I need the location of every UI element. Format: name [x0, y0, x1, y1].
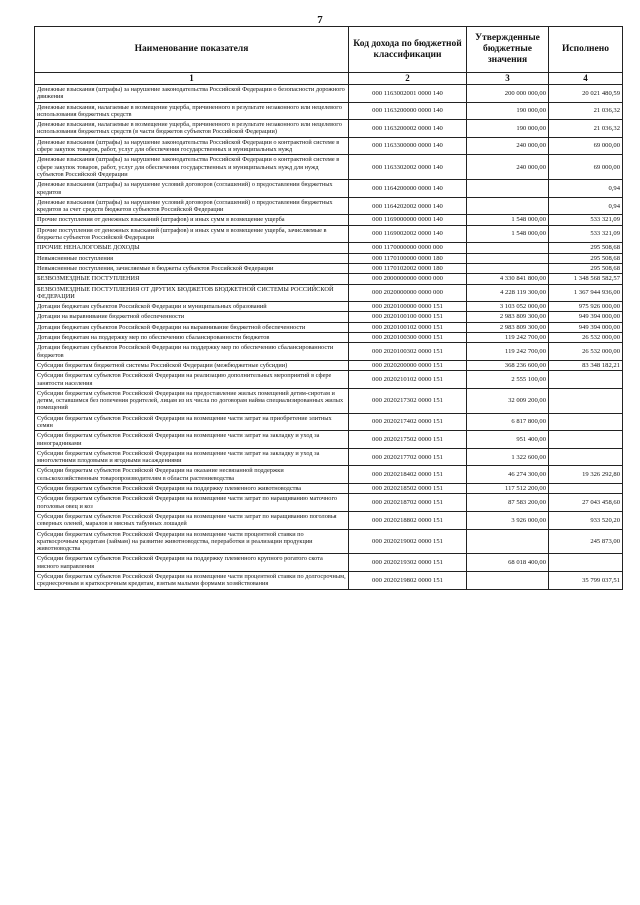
row-code-cell: 000 2020100300 0000 151	[349, 333, 467, 343]
row-executed-cell: 975 926 000,00	[549, 302, 623, 312]
row-name-cell: Дотации бюджетам субъектов Российской Федерации на поддержку мер по обеспечению сбалансированности бюджетов	[35, 343, 349, 361]
table-row	[35, 137, 623, 155]
row-code-cell: 000 1164202002 0000 140	[349, 197, 467, 215]
row-approved-cell: 200 000 000,00	[467, 85, 549, 103]
row-code-cell: 000 1169002002 0000 140	[349, 225, 467, 243]
row-name-cell: Субсидии бюджетам субъектов Российской Федерации на возмещение части затрат по наращиванию маточного поголовья овец и коз	[35, 494, 349, 512]
table-row	[35, 225, 623, 243]
row-approved-cell: 1 322 600,00	[467, 448, 549, 466]
table-row	[35, 102, 623, 120]
row-executed-cell: 27 043 458,60	[549, 494, 623, 512]
table-row	[35, 494, 623, 512]
table-row	[35, 572, 623, 590]
row-code-cell: 000 1163002001 0000 140	[349, 85, 467, 103]
row-name-cell: Дотации на выравнивание бюджетной обеспеченности	[35, 312, 349, 322]
row-executed-cell: 949 394 000,00	[549, 322, 623, 332]
row-code-cell: 000 2020218802 0000 151	[349, 511, 467, 529]
row-approved-cell: 68 018 400,00	[467, 554, 549, 572]
table-row	[35, 284, 623, 302]
row-code-cell: 000 1170000000 0000 000	[349, 243, 467, 253]
row-approved-cell: 4 330 841 800,00	[467, 274, 549, 284]
row-approved-cell: 1 548 000,00	[467, 225, 549, 243]
row-code-cell: 000 2020100000 0000 151	[349, 302, 467, 312]
row-approved-cell: 2 555 100,00	[467, 371, 549, 389]
table-row	[35, 388, 623, 413]
row-approved-cell: 240 000,00	[467, 137, 549, 155]
row-code-cell: 000 2020100302 0000 151	[349, 343, 467, 361]
row-approved-cell: 2 983 809 300,00	[467, 322, 549, 332]
row-approved-cell: 1 548 000,00	[467, 215, 549, 225]
row-approved-cell	[467, 180, 549, 198]
row-executed-cell: 20 021 480,59	[549, 85, 623, 103]
header-executed: Исполнено	[549, 27, 623, 73]
table-row	[35, 274, 623, 284]
row-executed-cell: 533 321,09	[549, 225, 623, 243]
budget-revenue-table	[34, 26, 623, 590]
row-approved-cell: 6 817 800,00	[467, 413, 549, 431]
row-approved-cell	[467, 243, 549, 253]
row-approved-cell: 46 274 300,00	[467, 466, 549, 484]
row-name-cell: Денежные взыскания, налагаемые в возмещение ущерба, причиненного в результате незаконного или нецелевого использования бюджетных средств	[35, 102, 349, 120]
row-code-cell: 000 2020000000 0000 000	[349, 284, 467, 302]
row-approved-cell: 951 400,00	[467, 431, 549, 449]
row-code-cell: 000 2020217402 0000 151	[349, 413, 467, 431]
row-name-cell: Невыясненные поступления	[35, 253, 349, 263]
row-name-cell: Субсидии бюджетам субъектов Российской Федерации на реализацию дополнительных мероприятий в сфере занятости населения	[35, 371, 349, 389]
row-approved-cell: 190 000,00	[467, 120, 549, 138]
row-executed-cell: 26 532 000,00	[549, 333, 623, 343]
row-code-cell: 000 2020210102 0000 151	[349, 371, 467, 389]
row-executed-cell: 83 348 182,21	[549, 360, 623, 370]
table-row	[35, 85, 623, 103]
row-name-cell: ПРОЧИЕ НЕНАЛОГОВЫЕ ДОХОДЫ	[35, 243, 349, 253]
row-name-cell: Денежные взыскания (штрафы) за нарушение условий договоров (соглашений) о предоставлении бюджетных кредитов	[35, 180, 349, 198]
table-row	[35, 215, 623, 225]
row-code-cell: 000 2020219302 0000 151	[349, 554, 467, 572]
row-executed-cell: 949 394 000,00	[549, 312, 623, 322]
row-approved-cell	[467, 197, 549, 215]
row-name-cell: Субсидии бюджетам субъектов Российской Федерации на возмещение части затрат на закладку и уход за многолетними плодовыми и ягодными насаждениями	[35, 448, 349, 466]
row-executed-cell: 295 508,68	[549, 253, 623, 263]
row-approved-cell: 368 236 600,00	[467, 360, 549, 370]
row-executed-cell	[549, 388, 623, 413]
row-code-cell: 000 1169000000 0000 140	[349, 215, 467, 225]
row-approved-cell: 3 926 000,00	[467, 511, 549, 529]
row-code-cell: 000 1163200000 0000 140	[349, 102, 467, 120]
table-row	[35, 554, 623, 572]
row-executed-cell: 1 367 944 936,00	[549, 284, 623, 302]
row-approved-cell: 32 009 200,00	[467, 388, 549, 413]
table-row	[35, 322, 623, 332]
row-executed-cell	[549, 431, 623, 449]
table-row	[35, 155, 623, 180]
row-executed-cell: 0,94	[549, 180, 623, 198]
row-approved-cell: 87 583 200,00	[467, 494, 549, 512]
row-name-cell: Денежные взыскания (штрафы) за нарушение законодательства Российской Федерации о безопасности дорожного движения	[35, 85, 349, 103]
row-code-cell: 000 2020100102 0000 151	[349, 322, 467, 332]
column-number: 4	[549, 73, 623, 85]
table-row	[35, 448, 623, 466]
row-code-cell: 000 1163200002 0000 140	[349, 120, 467, 138]
row-executed-cell: 0,94	[549, 197, 623, 215]
row-approved-cell	[467, 529, 549, 554]
row-executed-cell: 295 508,68	[549, 243, 623, 253]
row-code-cell: 000 2020219802 0000 151	[349, 572, 467, 590]
row-name-cell: Денежные взыскания, налагаемые в возмещение ущерба, причиненного в результате незаконного или нецелевого использования бюджетных средств (в части бюджетов субъектов Российской Федерации)	[35, 120, 349, 138]
header-code: Код дохода по бюджетной классификации	[349, 27, 467, 73]
row-executed-cell	[549, 554, 623, 572]
row-approved-cell: 240 000,00	[467, 155, 549, 180]
column-number: 3	[467, 73, 549, 85]
table-row	[35, 466, 623, 484]
row-executed-cell: 21 036,32	[549, 120, 623, 138]
row-code-cell: 000 1163300000 0000 140	[349, 137, 467, 155]
page-number: 7	[317, 14, 323, 26]
table-row	[35, 529, 623, 554]
table-row	[35, 243, 623, 253]
row-code-cell: 000 2020217702 0000 151	[349, 448, 467, 466]
table-row	[35, 302, 623, 312]
row-executed-cell	[549, 484, 623, 494]
row-executed-cell	[549, 371, 623, 389]
table-row	[35, 431, 623, 449]
row-code-cell: 000 2020217302 0000 151	[349, 388, 467, 413]
row-code-cell: 000 2020219002 0000 151	[349, 529, 467, 554]
table-row	[35, 120, 623, 138]
row-executed-cell: 245 873,00	[549, 529, 623, 554]
row-name-cell: Денежные взыскания (штрафы) за нарушение условий договоров (соглашений) о предоставлении бюджетных кредитов за счет средств бюджетов субъектов Российской Федерации	[35, 197, 349, 215]
row-code-cell: 000 1170100000 0000 180	[349, 253, 467, 263]
row-executed-cell: 69 000,00	[549, 155, 623, 180]
row-name-cell: Денежные взыскания (штрафы) за нарушение законодательства Российской Федерации о контрактной системе в сфере закупок товаров, работ, услуг для обеспечения государственных и муниципальных нужд для нужд субъектов Российской Федерации	[35, 155, 349, 180]
row-name-cell: БЕЗВОЗМЕЗДНЫЕ ПОСТУПЛЕНИЯ ОТ ДРУГИХ БЮДЖЕТОВ БЮДЖЕТНОЙ СИСТЕМЫ РОССИЙСКОЙ ФЕДЕРАЦИИ	[35, 284, 349, 302]
row-executed-cell: 933 520,20	[549, 511, 623, 529]
row-approved-cell	[467, 263, 549, 273]
row-name-cell: Прочие поступления от денежных взысканий (штрафов) и иных сумм в возмещение ущерба, зачисляемые в бюджеты субъектов Российской Федерации	[35, 225, 349, 243]
table-body	[35, 85, 623, 590]
column-number-row	[35, 73, 623, 85]
row-approved-cell: 117 512 200,00	[467, 484, 549, 494]
table-row	[35, 360, 623, 370]
row-code-cell: 000 1170102002 0000 180	[349, 263, 467, 273]
row-executed-cell: 26 532 000,00	[549, 343, 623, 361]
row-approved-cell	[467, 572, 549, 590]
table-row	[35, 263, 623, 273]
row-approved-cell: 119 242 700,00	[467, 333, 549, 343]
column-number: 1	[35, 73, 349, 85]
table-row	[35, 371, 623, 389]
row-name-cell: Денежные взыскания (штрафы) за нарушение законодательства Российской Федерации о контрактной системе в сфере закупок товаров, работ, услуг для обеспечения государственных и муниципальных нужд	[35, 137, 349, 155]
row-executed-cell	[549, 413, 623, 431]
table-row	[35, 511, 623, 529]
row-approved-cell	[467, 253, 549, 263]
column-number: 2	[349, 73, 467, 85]
row-name-cell: Субсидии бюджетам субъектов Российской Федерации на предоставление жилых помещений детям-сиротам и детям, оставшимся без попечения родителей, лицам из их числа по договорам найма специализированных жилых помещений	[35, 388, 349, 413]
table-row	[35, 253, 623, 263]
row-executed-cell: 35 799 037,51	[549, 572, 623, 590]
row-name-cell: Дотации бюджетам субъектов Российской Федерации и муниципальных образований	[35, 302, 349, 312]
row-code-cell: 000 2020200000 0000 151	[349, 360, 467, 370]
row-name-cell: Субсидии бюджетам субъектов Российской Федерации на возмещение части затрат по наращиванию поголовья северных оленей, маралов и мясных табунных лошадей	[35, 511, 349, 529]
table-row	[35, 312, 623, 322]
table-row	[35, 413, 623, 431]
row-approved-cell: 190 000,00	[467, 102, 549, 120]
row-code-cell: 000 2000000000 0000 000	[349, 274, 467, 284]
row-name-cell: Субсидии бюджетам субъектов Российской Федерации на поддержку племенного животноводства	[35, 484, 349, 494]
row-approved-cell: 119 242 700,00	[467, 343, 549, 361]
row-name-cell: Дотации бюджетам на поддержку мер по обеспечению сбалансированности бюджетов	[35, 333, 349, 343]
row-name-cell: БЕЗВОЗМЕЗДНЫЕ ПОСТУПЛЕНИЯ	[35, 274, 349, 284]
header-approved: Утвержденные бюджетные значения	[467, 27, 549, 73]
row-executed-cell: 533 321,09	[549, 215, 623, 225]
row-approved-cell: 4 228 119 300,00	[467, 284, 549, 302]
table-row	[35, 333, 623, 343]
row-executed-cell	[549, 448, 623, 466]
row-code-cell: 000 1164200000 0000 140	[349, 180, 467, 198]
row-executed-cell: 21 036,32	[549, 102, 623, 120]
row-executed-cell: 69 000,00	[549, 137, 623, 155]
row-executed-cell: 19 326 292,80	[549, 466, 623, 484]
row-name-cell: Прочие поступления от денежных взысканий (штрафов) и иных сумм в возмещение ущерба	[35, 215, 349, 225]
row-code-cell: 000 2020218402 0000 151	[349, 466, 467, 484]
row-name-cell: Субсидии бюджетам субъектов Российской Федерации на оказание несвязанной поддержки сельскохозяйственным товаропроизводителям в области растениеводства	[35, 466, 349, 484]
row-name-cell: Субсидии бюджетам субъектов Российской Федерации на возмещение части процентной ставки по краткосрочным кредитам (займам) на развитие животноводства, переработки и реализации продукции животноводства	[35, 529, 349, 554]
table-row	[35, 180, 623, 198]
row-code-cell: 000 2020100100 0000 151	[349, 312, 467, 322]
table-row	[35, 343, 623, 361]
row-executed-cell: 1 348 568 582,57	[549, 274, 623, 284]
row-code-cell: 000 1163302002 0000 140	[349, 155, 467, 180]
row-approved-cell: 2 983 809 300,00	[467, 312, 549, 322]
row-name-cell: Дотации бюджетам субъектов Российской Федерации на выравнивание бюджетной обеспеченности	[35, 322, 349, 332]
row-name-cell: Невыясненные поступления, зачисляемые в бюджеты субъектов Российской Федерации	[35, 263, 349, 273]
header-name: Наименование показателя	[35, 27, 349, 73]
row-approved-cell: 3 103 052 000,00	[467, 302, 549, 312]
table-row	[35, 484, 623, 494]
row-executed-cell: 295 508,68	[549, 263, 623, 273]
row-code-cell: 000 2020217502 0000 151	[349, 431, 467, 449]
row-code-cell: 000 2020218702 0000 151	[349, 494, 467, 512]
row-name-cell: Субсидии бюджетам субъектов Российской Федерации на возмещение части затрат на приобретение элитных семян	[35, 413, 349, 431]
row-code-cell: 000 2020218502 0000 151	[349, 484, 467, 494]
row-name-cell: Субсидии бюджетам бюджетной системы Российской Федерации (межбюджетные субсидии)	[35, 360, 349, 370]
row-name-cell: Субсидии бюджетам субъектов Российской Федерации на возмещение части затрат на закладку и уход за виноградниками	[35, 431, 349, 449]
row-name-cell: Субсидии бюджетам субъектов Российской Федерации на поддержку племенного крупного рогатого скота мясного направления	[35, 554, 349, 572]
table-row	[35, 197, 623, 215]
row-name-cell: Субсидии бюджетам субъектов Российской Федерации на возмещение части процентной ставки по долгосрочным, среднесрочным и краткосрочным кредитам, взятым малыми формами хозяйствования	[35, 572, 349, 590]
